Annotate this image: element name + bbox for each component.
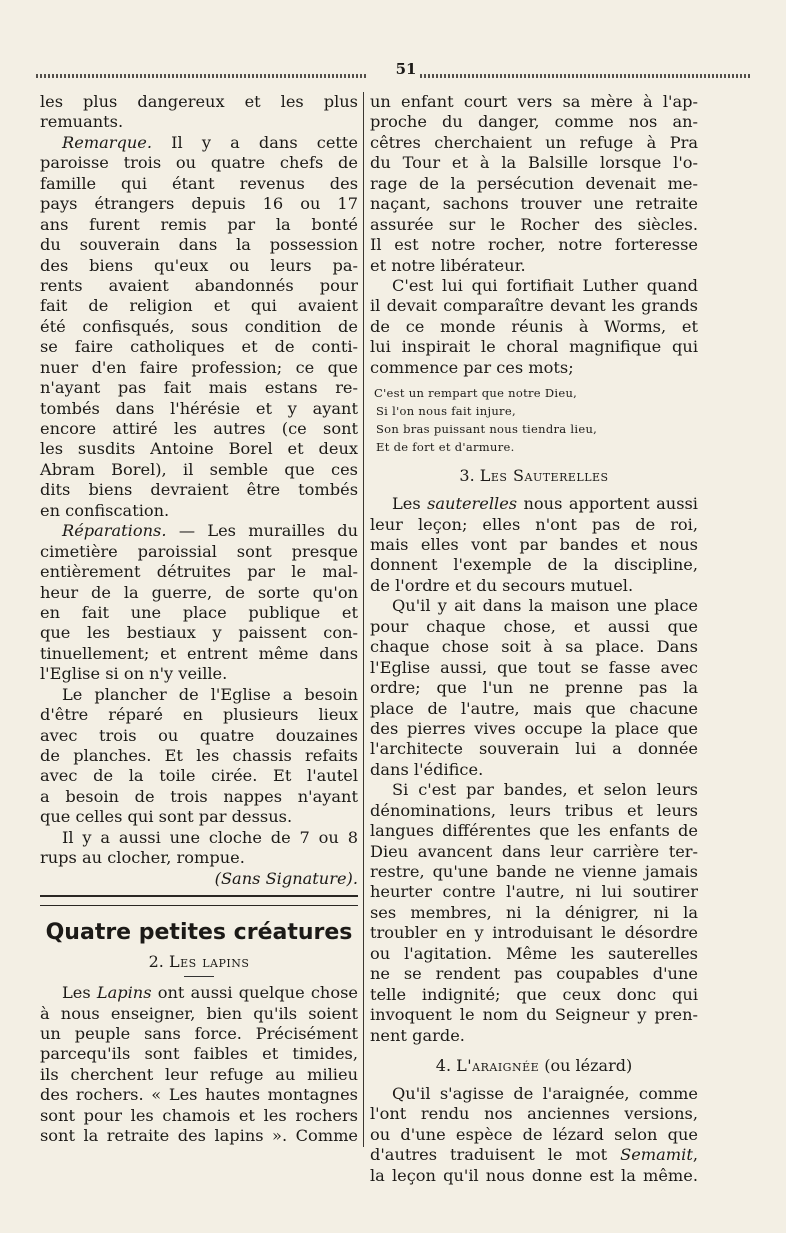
text-line: l'ont rendu nos anciennes versions, bbox=[370, 1104, 698, 1124]
text-line: l'architecte souverain lui a donnée bbox=[370, 739, 698, 759]
text-line: parcequ'ils sont faibles et timides, bbox=[40, 1044, 358, 1064]
text-line: remuants. bbox=[40, 112, 124, 132]
quote-line: C'est un rempart que notre Dieu, bbox=[374, 386, 578, 401]
text-line: Qu'il s'agisse de l'araignée, comme bbox=[392, 1083, 698, 1103]
column-divider bbox=[363, 92, 364, 1147]
text-line: telle indignité; que ceux donc qui bbox=[370, 984, 698, 1004]
section-title: Quatre petites créatures bbox=[45, 920, 353, 946]
text-line: avec trois ou quatre douzaines bbox=[40, 725, 358, 745]
text-line: avec de la toile cirée. Et l'autel bbox=[40, 766, 358, 786]
text-line: des pierres vives occupe la place que bbox=[370, 718, 698, 738]
text-line: rents avaient abandonnés pour bbox=[40, 275, 358, 295]
text-line: à nous enseigner, bien qu'ils soient bbox=[40, 1003, 358, 1023]
text-line: du Tour et à la Balsille lorsque l'o- bbox=[370, 153, 698, 173]
text-line: Les sauterelles nous apportent aussi bbox=[392, 494, 698, 514]
remark-label: Remarque. bbox=[62, 132, 153, 152]
text-line: il devait comparaître devant les grands bbox=[370, 296, 698, 316]
paragraph-luther bbox=[370, 276, 698, 378]
signature: (Sans Signature). bbox=[214, 868, 358, 888]
paragraph-reparations bbox=[40, 521, 358, 685]
paragraph-dangereux bbox=[40, 92, 358, 133]
text-line: chaque chose soit à sa place. Dans bbox=[370, 637, 698, 657]
subsection-rule bbox=[184, 976, 214, 977]
text-line: assurée sur le Rocher des siècles. bbox=[370, 214, 698, 234]
text-line: d'être réparé en plusieurs lieux bbox=[40, 705, 358, 725]
text-line: Il est notre rocher, notre forteresse bbox=[370, 235, 698, 255]
text-line: Réparations. — Les murailles du bbox=[62, 521, 358, 541]
text-line: lui inspirait le choral magnifique qui bbox=[370, 337, 698, 357]
header-rule-right bbox=[420, 74, 750, 78]
text-line: l'Eglise aussi, que tout se fasse avec bbox=[370, 657, 698, 677]
text-line: Les Lapins ont aussi quelque chose bbox=[62, 983, 358, 1003]
text-line: Dieu avancent dans leur carrière ter- bbox=[370, 841, 698, 861]
text-line: les plus dangereux et les plus bbox=[40, 92, 358, 111]
text-line: l'Eglise si on n'y veille. bbox=[40, 664, 228, 684]
text-line: en confiscation. bbox=[40, 500, 170, 520]
quote-line: Si l'on nous fait injure, bbox=[376, 404, 516, 419]
text-line: un peuple sans force. Précisément bbox=[40, 1023, 358, 1043]
quote-line: Son bras puissant nous tiendra lieu, bbox=[376, 422, 598, 437]
text-line: en fait une place publique et bbox=[40, 602, 358, 622]
text-line: du souverain dans la possession bbox=[40, 235, 358, 255]
text-line: fait de religion et qui avaient bbox=[40, 296, 358, 316]
text-line: ses membres, ni la dénigrer, ni la bbox=[370, 902, 698, 922]
text-line: Il y a aussi une cloche de 7 ou 8 bbox=[62, 827, 358, 847]
text-line: de l'ordre et du secours mutuel. bbox=[370, 575, 634, 595]
text-line: Si c'est par bandes, et selon leurs bbox=[392, 780, 698, 800]
text-line: de planches. Et les chassis refaits bbox=[40, 746, 358, 765]
text-line: et notre libérateur. bbox=[370, 255, 526, 275]
text-line: troubler en y introduisant le désordre bbox=[370, 923, 698, 943]
text-line: paroisse trois ou quatre chefs de bbox=[40, 153, 358, 173]
text-line: un enfant court vers sa mère à l'ap- bbox=[370, 92, 698, 111]
text-line: pour chaque chose, et aussi que bbox=[370, 616, 698, 636]
text-line: été confisqués, sous condition de bbox=[40, 316, 358, 336]
text-line: Abram Borel), il semble que ces bbox=[40, 459, 358, 479]
right-column bbox=[370, 92, 698, 1186]
page-number: 51 bbox=[395, 60, 417, 78]
text-line: C'est lui qui fortifiait Luther quand bbox=[392, 275, 698, 295]
reparations-label: Réparations. bbox=[62, 521, 167, 541]
text-line: les susdits Antoine Borel et deux bbox=[40, 439, 358, 459]
text-line: Qu'il y ait dans la maison une place bbox=[392, 596, 698, 616]
text-line: ils cherchent leur refuge au milieu bbox=[40, 1064, 358, 1084]
text-line: n'ayant pas fait mais estans re- bbox=[40, 378, 358, 398]
text-line: heurter contre l'autre, ni lui soutirer bbox=[370, 882, 698, 902]
text-line: tinuellement; et entrent même dans bbox=[40, 643, 358, 663]
text-line: donnent l'exemple de la discipline, bbox=[370, 555, 698, 575]
text-line: commence par ces mots; bbox=[370, 357, 574, 377]
text-line: des biens qu'eux ou leurs pa- bbox=[40, 255, 358, 275]
text-line: se faire catholiques et de conti- bbox=[40, 337, 358, 357]
text-line: sont pour les chamois et les rochers bbox=[40, 1105, 358, 1125]
paragraph-remarque bbox=[40, 133, 358, 521]
text-line: ou l'agitation. Même les sauterelles bbox=[370, 943, 698, 963]
text-line: tombés dans l'hérésie et y ayant bbox=[40, 398, 358, 418]
text-line: famille qui étant revenus des bbox=[40, 173, 358, 193]
subsection-title-araignee: 4. L'araignée (ou lézard) bbox=[435, 1055, 633, 1075]
paragraph-maison bbox=[370, 596, 698, 780]
text-line: que celles qui sont par dessus. bbox=[40, 807, 293, 827]
paragraph-enfant bbox=[370, 92, 698, 276]
text-line: mais elles vont par bandes et nous bbox=[370, 535, 698, 554]
text-line: que les bestiaux y paissent con- bbox=[40, 623, 358, 643]
text-line: nuer d'en faire profession; ce que bbox=[40, 357, 358, 377]
text-line: langues différentes que les enfants de bbox=[370, 821, 698, 841]
text-line: cêtres cherchaient un refuge à Pra bbox=[370, 132, 698, 152]
text-line: place de l'autre, mais que chacune bbox=[370, 698, 698, 718]
left-column bbox=[40, 92, 358, 1147]
text-line: restre, qu'une bande ne vienne jamais bbox=[370, 862, 698, 881]
text-line: Remarque. Il y a dans cette bbox=[62, 132, 358, 152]
text-line: dans l'édifice. bbox=[370, 759, 484, 779]
text-line: ordre; que l'un ne prenne pas la bbox=[370, 678, 698, 698]
text-line: la leçon qu'il nous donne est la même. bbox=[370, 1165, 698, 1185]
text-line: rups au clocher, rompue. bbox=[40, 848, 245, 868]
text-line: leur leçon; elles n'ont pas de roi, bbox=[370, 514, 698, 534]
paragraph-araignee bbox=[370, 1084, 698, 1186]
section-separator bbox=[40, 895, 358, 906]
text-line: heur de la guerre, de sorte qu'on bbox=[40, 582, 358, 602]
page-header bbox=[36, 60, 750, 90]
paragraph-cloche bbox=[40, 828, 358, 889]
text-line: dits biens devraient être tombés bbox=[40, 480, 358, 500]
paragraph-lapins bbox=[40, 983, 358, 1147]
text-line: dénominations, leurs tribus et leurs bbox=[370, 800, 698, 820]
paragraph-bandes bbox=[370, 780, 698, 1046]
text-line: sont la retraite des lapins ». Comme bbox=[40, 1126, 358, 1146]
subsection-title-sauterelles: 3. Les Sauterelles bbox=[459, 466, 609, 486]
text-line: a besoin de trois nappes n'ayant bbox=[40, 786, 358, 806]
text-line: pays étrangers depuis 16 ou 17 bbox=[40, 194, 358, 214]
subsection-title-lapins: 2. Les lapins bbox=[148, 952, 250, 972]
text-line: cimetière paroissial sont presque bbox=[40, 541, 358, 561]
paragraph-sauterelles bbox=[370, 494, 698, 596]
text-line: ne se rendent pas coupables d'une bbox=[370, 964, 698, 984]
text-line: proche du danger, comme nos an- bbox=[370, 112, 698, 132]
text-line: entièrement détruites par le mal- bbox=[40, 562, 358, 582]
text-line: nent garde. bbox=[370, 1025, 465, 1045]
text-line: naçant, sachons trouver une retraite bbox=[370, 194, 698, 214]
paragraph-plancher bbox=[40, 685, 358, 828]
text-line: encore attiré les autres (ce sont bbox=[40, 419, 358, 438]
text-line: invoquent le nom du Seigneur y pren- bbox=[370, 1005, 698, 1025]
text-line: ou d'une espèce de lézard selon que bbox=[370, 1124, 698, 1144]
text-line: rage de la persécution devenait me- bbox=[370, 173, 698, 193]
text-line: des rochers. « Les hautes montagnes bbox=[40, 1085, 358, 1105]
text-line: de ce monde réunis à Worms, et bbox=[370, 316, 698, 336]
text-line: ans furent remis par la bonté bbox=[40, 214, 358, 234]
hymn-quote bbox=[370, 384, 698, 456]
text-line: d'autres traduisent le mot Semamit, bbox=[370, 1145, 698, 1165]
header-rule-left bbox=[36, 74, 366, 78]
quote-line: Et de fort et d'armure. bbox=[376, 440, 515, 455]
text-line: Le plancher de l'Eglise a besoin bbox=[62, 684, 358, 704]
